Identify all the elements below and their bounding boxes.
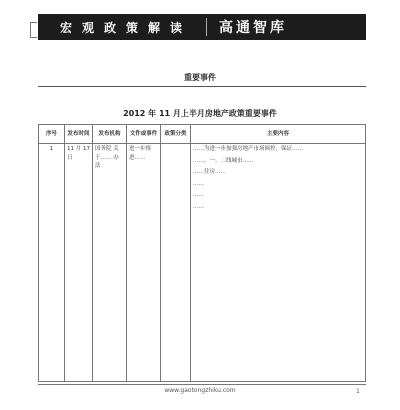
brand-name: 高通智库: [219, 20, 288, 36]
table-title: 2012 年 11 月上半月房地产政策重要事件: [123, 109, 277, 118]
banner-separator: [206, 18, 207, 36]
banner-mark: [30, 22, 37, 38]
header-org: 发布机构: [93, 125, 127, 144]
banner-title: 宏观政策解读: [60, 20, 193, 35]
table-header-row: [39, 125, 366, 144]
footer-url: www.gaotongzhiku.com: [164, 387, 236, 394]
cell-org: 国务院 关于…… 办法: [93, 144, 127, 382]
events-table: [38, 124, 366, 382]
content-item: ……住房……: [193, 169, 227, 175]
cell-content: [191, 144, 366, 382]
content-item: ……: [193, 203, 204, 210]
section-title: 重要事件: [184, 73, 216, 82]
header-category: 政策分类: [161, 125, 191, 144]
cell-index: 1: [39, 144, 65, 382]
cell-doc: 进一步推进……: [127, 144, 161, 382]
header-index: 序号: [39, 125, 65, 144]
header-doc: 文件或事件: [127, 125, 161, 144]
content-item: ……，一、二线城市……: [193, 157, 254, 164]
section-divider: [38, 86, 366, 87]
cell-category: [161, 144, 191, 382]
table-row: [39, 144, 366, 382]
footer-divider: [38, 384, 366, 385]
header-content: 主要内容: [191, 125, 366, 144]
content-item: ……: [193, 192, 204, 198]
header-date: 发布时间: [65, 125, 93, 144]
header-banner: [38, 14, 366, 40]
content-item: ……: [193, 180, 204, 187]
content-item: ……为进一步加强房地产市场调控，保证……: [193, 146, 304, 152]
cell-date: 11 月 17 日: [65, 144, 93, 382]
page-number: 1: [356, 388, 360, 395]
